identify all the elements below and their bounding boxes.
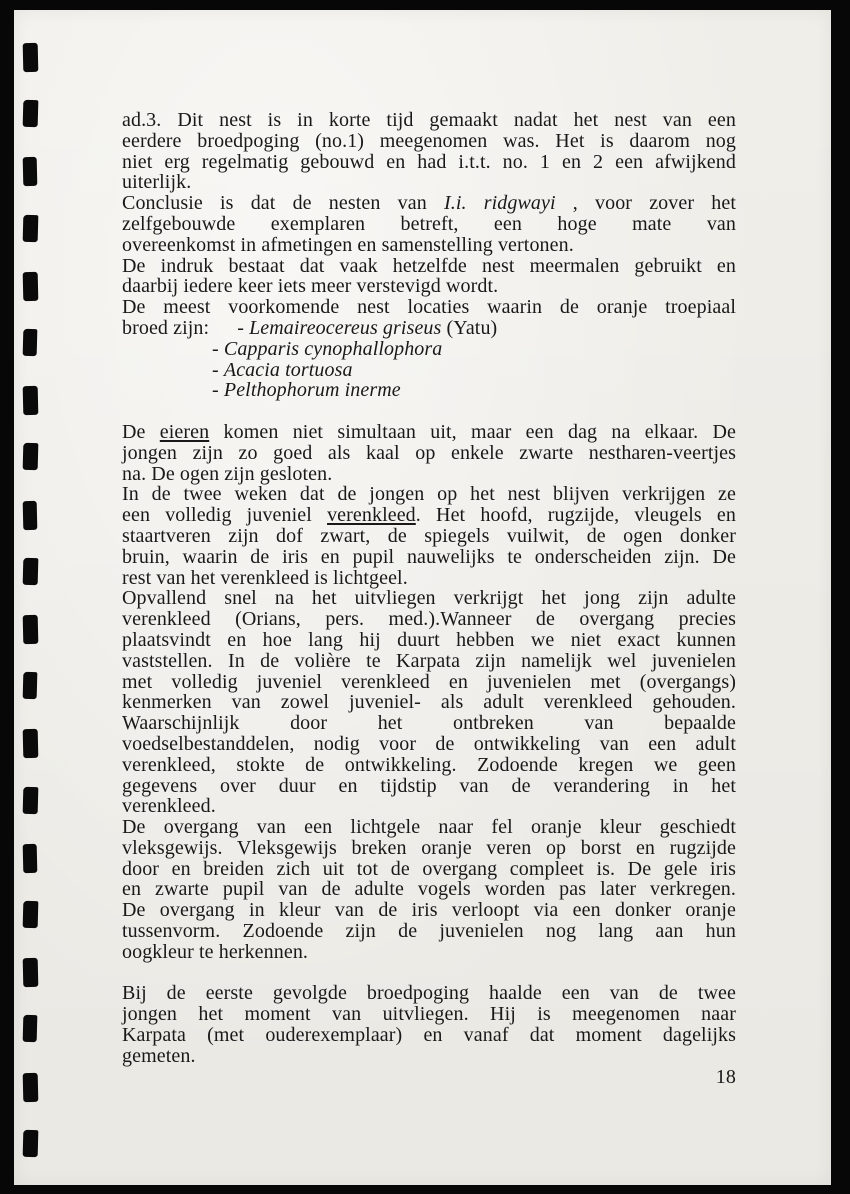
text-segment-underline: eieren: [159, 420, 210, 443]
text-segment: broed zijn:: [122, 316, 210, 339]
text-segment: door en breiden zich uit tot de overgang compleet is. De gele iris: [122, 857, 736, 880]
text-segment-italic: Lemaireocereus griseus: [249, 316, 442, 339]
text-segment-italic: Pelthophorum inerme: [223, 379, 401, 402]
text-segment: vleksgewijs. Vleksgewijs breken oranje veren op borst en rugzijde: [122, 836, 736, 859]
text-line: [122, 1025, 736, 1046]
text-line: [122, 1004, 736, 1025]
text-segment: staartveren zijn dof zwart, de spiegels vuilwit, de ogen donker: [122, 524, 736, 547]
text-line: [122, 276, 736, 297]
text-segment: Karpata (met ouderexemplaar) en vanaf dat moment dagelijks: [122, 1024, 736, 1047]
text-segment: niet erg regelmatig gebouwd en had i.t.t. no. 1 en 2 een afwijkend: [122, 150, 736, 173]
text-segment: kenmerken van zowel juveniel- als adult verenkleed gehouden.: [122, 691, 736, 714]
text-line: [122, 318, 736, 339]
text-line: [122, 630, 736, 651]
text-segment: gegevens over duur en tijdstip van de verandering in het: [122, 774, 736, 797]
text-line: [122, 983, 736, 1004]
text-segment: rest van het verenkleed is lichtgeel.: [122, 566, 408, 589]
text-segment-italic: Acacia tortuosa: [223, 358, 353, 381]
text-line: [122, 110, 736, 131]
text-segment: Opvallend snel na het uitvliegen verkrijgt het jong zijn adulte: [122, 587, 736, 610]
para-kleur-overgang: [122, 817, 736, 963]
text-segment: tussenvorm. Zodoende zijn de juvenielen nog lang aan hun: [122, 920, 736, 943]
text-segment: -: [237, 316, 250, 339]
text-segment: met volledig juveniel verenkleed en juvenielen met (overgangs): [122, 670, 736, 693]
para-juveniel-verenkleed: [122, 484, 736, 588]
binding-hole: [23, 443, 39, 470]
text-segment: (Yatu): [441, 316, 498, 339]
text-segment: voedselbestanddelen, nodig voor de ontwikkeling van een adult: [122, 732, 736, 755]
text-line: [122, 755, 736, 776]
binding-hole: [23, 43, 39, 72]
binding-hole: [23, 1015, 38, 1042]
text-segment: en zwarte pupil van de adulte vogels worden pas later verkregen.: [122, 878, 736, 901]
para-indruk: [122, 256, 736, 298]
text-line: [122, 796, 736, 817]
text-segment-italic: I.i. ridgwayi: [443, 192, 556, 215]
text-segment-underline: verenkleed: [327, 504, 416, 527]
text-segment: jongen het moment van uitvliegen. Hij is meegenomen naar: [122, 1003, 736, 1026]
text-segment: plaatsvindt en hoe lang hij duurt hebben we niet exact kunnen: [122, 628, 736, 651]
document-page: [14, 10, 831, 1185]
text-line: [122, 422, 736, 443]
text-line: [122, 464, 736, 485]
text-segment: verenkleed, stokte de ontwikkeling. Zodoende kregen we geen: [122, 753, 736, 776]
binding-hole: [23, 786, 39, 813]
text-segment: , voor zover het: [555, 192, 736, 215]
binding-hole: [23, 214, 39, 241]
text-line: [122, 360, 736, 381]
para-overgang-verenkleed: [122, 588, 736, 817]
binding-holes: [14, 10, 56, 1185]
para-nest-locaties: [122, 297, 736, 401]
binding-hole: [23, 958, 39, 987]
text-segment: bruin, waarin de iris en pupil nauwelijks te onderscheiden zijn. De: [122, 545, 736, 568]
para-broedpoging-meting: [122, 983, 736, 1066]
binding-hole: [23, 100, 39, 127]
text-segment: . Het hoofd, rugzijde, vleugels en: [415, 504, 736, 527]
text-segment: een volledig juveniel: [122, 504, 328, 527]
text-segment: verenkleed.: [122, 795, 216, 818]
text-line: [122, 214, 736, 235]
text-segment: ad.3. Dit nest is in korte tijd gemaakt nadat het nest van een: [122, 109, 736, 131]
text-line: [122, 879, 736, 900]
text-line: [122, 672, 736, 693]
text-segment: overeenkomst in afmetingen en samenstelling vertonen.: [122, 233, 574, 256]
text-segment-italic: Capparis cynophallophora: [223, 337, 443, 360]
text-line: [122, 547, 736, 568]
text-line: [122, 734, 736, 755]
text-line: [122, 588, 736, 609]
text-segment: De overgang in kleur van de iris verloopt via een donker oranje: [122, 899, 736, 922]
text-segment: -: [212, 337, 224, 360]
text-line: [122, 235, 736, 256]
text-segment: De overgang van een lichtgele naar fel oranje kleur geschiedt: [122, 816, 736, 839]
text-line: [122, 297, 736, 318]
text-line: [122, 256, 736, 277]
text-line: [122, 380, 736, 401]
text-line: [122, 339, 736, 360]
text-line: [122, 817, 736, 838]
text-segment: zelfgebouwde exemplaren betreft, een hoge mate van: [122, 212, 736, 235]
text-line: [122, 692, 736, 713]
paragraphs-container: [122, 110, 736, 1067]
text-line: [122, 859, 736, 880]
binding-hole: [23, 729, 39, 758]
text-line: [122, 1046, 736, 1067]
text-segment: De: [122, 420, 160, 443]
text-line: [122, 609, 736, 630]
text-segment: De indruk bestaat dat vaak hetzelfde nest meermalen gebruikt en: [122, 254, 736, 277]
text-segment: De meest voorkomende nest locaties waarin de oranje troepiaal: [122, 296, 736, 319]
text-line: [122, 152, 736, 173]
text-segment: Waarschijnlijk door het ontbreken van bepaalde: [122, 712, 736, 735]
text-line: [122, 131, 736, 152]
text-segment: vaststellen. In de volière te Karpata zijn namelijk wel juvenielen: [122, 649, 736, 672]
binding-hole: [23, 386, 39, 415]
text-segment: uiterlijk.: [122, 171, 192, 194]
binding-hole: [23, 157, 38, 186]
text-line: [122, 651, 736, 672]
text-line: [122, 568, 736, 589]
text-line: [122, 526, 736, 547]
text-line: [122, 505, 736, 526]
text-line: [122, 713, 736, 734]
para-eieren: [122, 422, 736, 484]
text-segment: daarbij iedere keer iets meer verstevigd wordt.: [122, 275, 499, 298]
para-ad3: [122, 110, 736, 193]
binding-hole: [23, 1072, 39, 1101]
page-number: 18: [715, 1065, 736, 1088]
text-line: [122, 443, 736, 464]
text-line: [122, 900, 736, 921]
binding-hole: [23, 558, 39, 585]
text-line: [122, 193, 736, 214]
text-block: [122, 110, 736, 1087]
para-conclusie: [122, 193, 736, 255]
text-segment: Conclusie is dat de nesten van: [122, 192, 444, 215]
text-line: [122, 838, 736, 859]
binding-hole: [23, 500, 38, 529]
text-segment: na. De ogen zijn gesloten.: [122, 462, 333, 485]
text-segment: Bij de eerste gevolgde broedpoging haalde een van de twee: [122, 982, 736, 1005]
binding-hole: [23, 329, 38, 356]
text-line: [122, 172, 736, 193]
binding-hole: [23, 1130, 39, 1157]
text-segment: oogkleur te herkennen.: [122, 940, 309, 963]
text-segment: verenkleed (Orians, pers. med.).Wanneer de overgang precies: [122, 608, 736, 631]
text-line: [122, 921, 736, 942]
text-segment: -: [212, 379, 224, 402]
text-segment: jongen zijn zo goed als kaal op enkele zwarte nestharen-veertjes: [122, 441, 736, 464]
text-segment: In de twee weken dat de jongen op het nest blijven verkrijgen ze: [122, 483, 736, 506]
text-segment: komen niet simultaan uit, maar een dag na elkaar. De: [209, 420, 736, 443]
text-segment: -: [212, 358, 224, 381]
text-segment: gemeten.: [122, 1044, 196, 1067]
binding-hole: [23, 672, 38, 699]
binding-hole: [23, 844, 38, 873]
text-line: [122, 776, 736, 797]
text-segment: eerdere broedpoging (no.1) meegenomen was. Het is daarom nog: [122, 129, 736, 152]
text-line: [122, 942, 736, 963]
binding-hole: [23, 901, 39, 928]
binding-hole: [23, 615, 39, 644]
text-line: [122, 484, 736, 505]
binding-hole: [23, 272, 39, 301]
